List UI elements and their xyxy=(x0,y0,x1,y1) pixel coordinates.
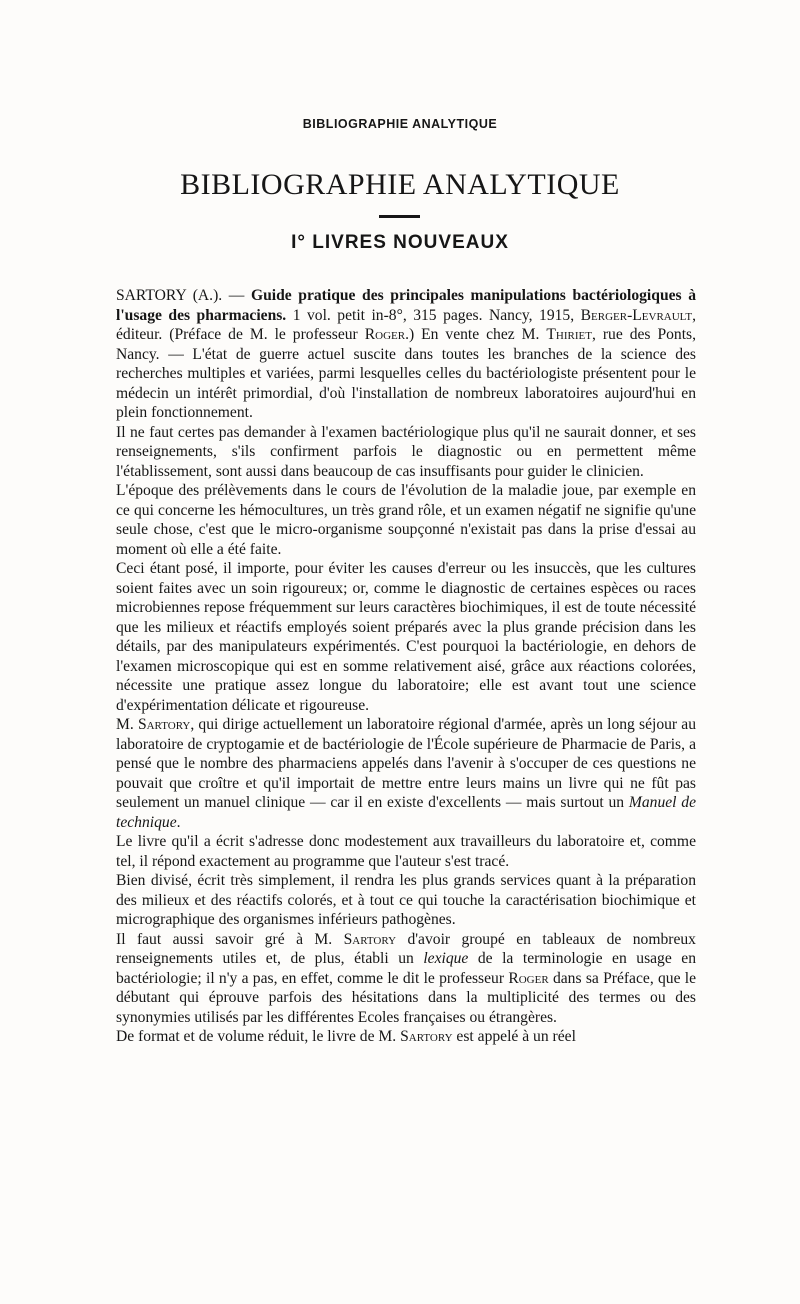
paragraph-4: Ceci étant posé, il importe, pour éviter les causes d'erreur ou les insuccès, que les cultures soient faites avec un soin rigoureux; or, comme le diagnostic de certaines espèces ou races microbiennes repose fréquemment sur leurs caractères biochimiques, il est de toute nécessité que les milieux et réactifs employés soient préparés avec la plus grande précision dans les détails, par des manipulateurs expérimentés. C'est pourquoi la bactériologie, en dehors de l'examen microscopique qui est en somme relativement aisé, grâce aux réactions colorées, nécessite une pratique assez longue du laboratoire; elle est avant tout une science d'expérimentation délicate et rigoureuse. xyxy=(116,560,696,714)
p5-lead: M. xyxy=(116,716,134,733)
page-title: BIBLIOGRAPHIE ANALYTIQUE xyxy=(180,168,620,201)
preface-author: Roger xyxy=(508,969,549,987)
author-name: Sartory xyxy=(343,930,397,948)
p8-text3: de la terminologie en usage en bactériologie; il n'y a pas, en effet, comme le dit le professeur xyxy=(116,950,696,987)
p1-text3: .) En vente chez M. xyxy=(405,326,540,343)
title-rule xyxy=(379,215,420,218)
author: SARTORY (A.). — xyxy=(116,287,245,304)
p9-text2: est appelé à un réel xyxy=(456,1028,576,1045)
paragraph-5 xyxy=(116,715,696,832)
lexique-word: lexique xyxy=(423,950,469,967)
preface-author: Roger xyxy=(364,326,406,343)
p5-text1: , qui dirige actuellement un laboratoire régional d'armée, après un long séjour au laboratoire de cryptogamie et de bactériologie de l'École supérieure de Pharmacie de Paris, a pensé que le nombre des pharmaciens appelés dans l'avenir à s'occuper de ces questions ne pouvait que croître et qu'il importait de mettre entre leurs mains un livre qui ne fût pas seulement un manuel clinique — car il en existe d'excellents — mais surtout un xyxy=(116,716,696,811)
p8-text4: dans sa Préface, que le débutant qui éprouve parfois des hésitations dans la multiplicité des termes ou des synonymies utilisés par les différentes Ecoles françaises ou étrangères. xyxy=(116,969,697,1026)
p8-text2: d'avoir groupé en tableaux de nombreux renseignements utiles et, de plus, établi un xyxy=(116,930,696,967)
p5-text2: . xyxy=(176,813,181,831)
paragraph-6: Le livre qu'il a écrit s'adresse donc modestement aux travailleurs du laboratoire et, comme tel, il répond exactement au programme que l'auteur s'est tracé. xyxy=(116,833,696,870)
author-name: Sartory xyxy=(137,716,191,733)
manuel-title: Manuel de technique xyxy=(116,794,696,831)
p9-text1: De format et de volume réduit, le livre de M. xyxy=(116,1028,397,1045)
paragraph-7: Bien divisé, écrit très simplement, il rendra les plus grands services quant à la préparation des milieux et des réactifs colorés, et à tout ce qui touche la caractérisation biochimique et micrographique des organismes inférieurs pathogènes. xyxy=(116,872,696,928)
author-name: Sartory xyxy=(400,1028,453,1045)
p1-text4: , rue des Ponts, Nancy. — L'état de guerre actuel suscite dans toutes les branches de la science des recherches multiples et variées, parmi lesquelles celles du bactériologiste présentent pour le médecin un intérêt primordial, d'où l'installation de nombreux laboratoires aujourd'hui en plein fonctionnement. xyxy=(116,326,697,421)
book-title: Guide pratique des principales manipulations bactériologiques à l'usage des pharmaciens. xyxy=(116,287,696,324)
p8-text1: Il faut aussi savoir gré à M. xyxy=(116,930,333,948)
body-text xyxy=(116,286,696,1047)
paragraph-1 xyxy=(116,286,696,423)
paragraph-9 xyxy=(116,1027,696,1047)
paragraph-3: L'époque des prélèvements dans le cours de l'évolution de la maladie joue, par exemple en ce qui concerne les hémocultures, un très grand rôle, et un examen négatif ne signifie qu'une seule chose, c'est que le micro-organisme soupçonné n'existait pas dans la prise d'essai au moment où elle a été faite. xyxy=(116,482,696,558)
p1-text1: 1 vol. petit in-8°, 315 pages. Nancy, 1915, xyxy=(292,306,575,324)
paragraph-8 xyxy=(116,930,696,1028)
seller: Thiriet xyxy=(546,326,592,343)
running-head: BIBLIOGRAPHIE ANALYTIQUE xyxy=(302,117,498,131)
p1-text2: , éditeur. (Préface de M. le professeur xyxy=(116,306,697,343)
section-title: I° LIVRES NOUVEAUX xyxy=(291,232,509,253)
publisher: Berger-Levrault xyxy=(580,306,693,324)
paragraph-2: Il ne faut certes pas demander à l'examen bactériologique plus qu'il ne saurait donner, et ses renseignements, s'ils confirment parfois le diagnostic ou en permettent même l'établissement, sont aussi dans beaucoup de cas insuffisants pour guider le clinicien. xyxy=(116,423,696,480)
